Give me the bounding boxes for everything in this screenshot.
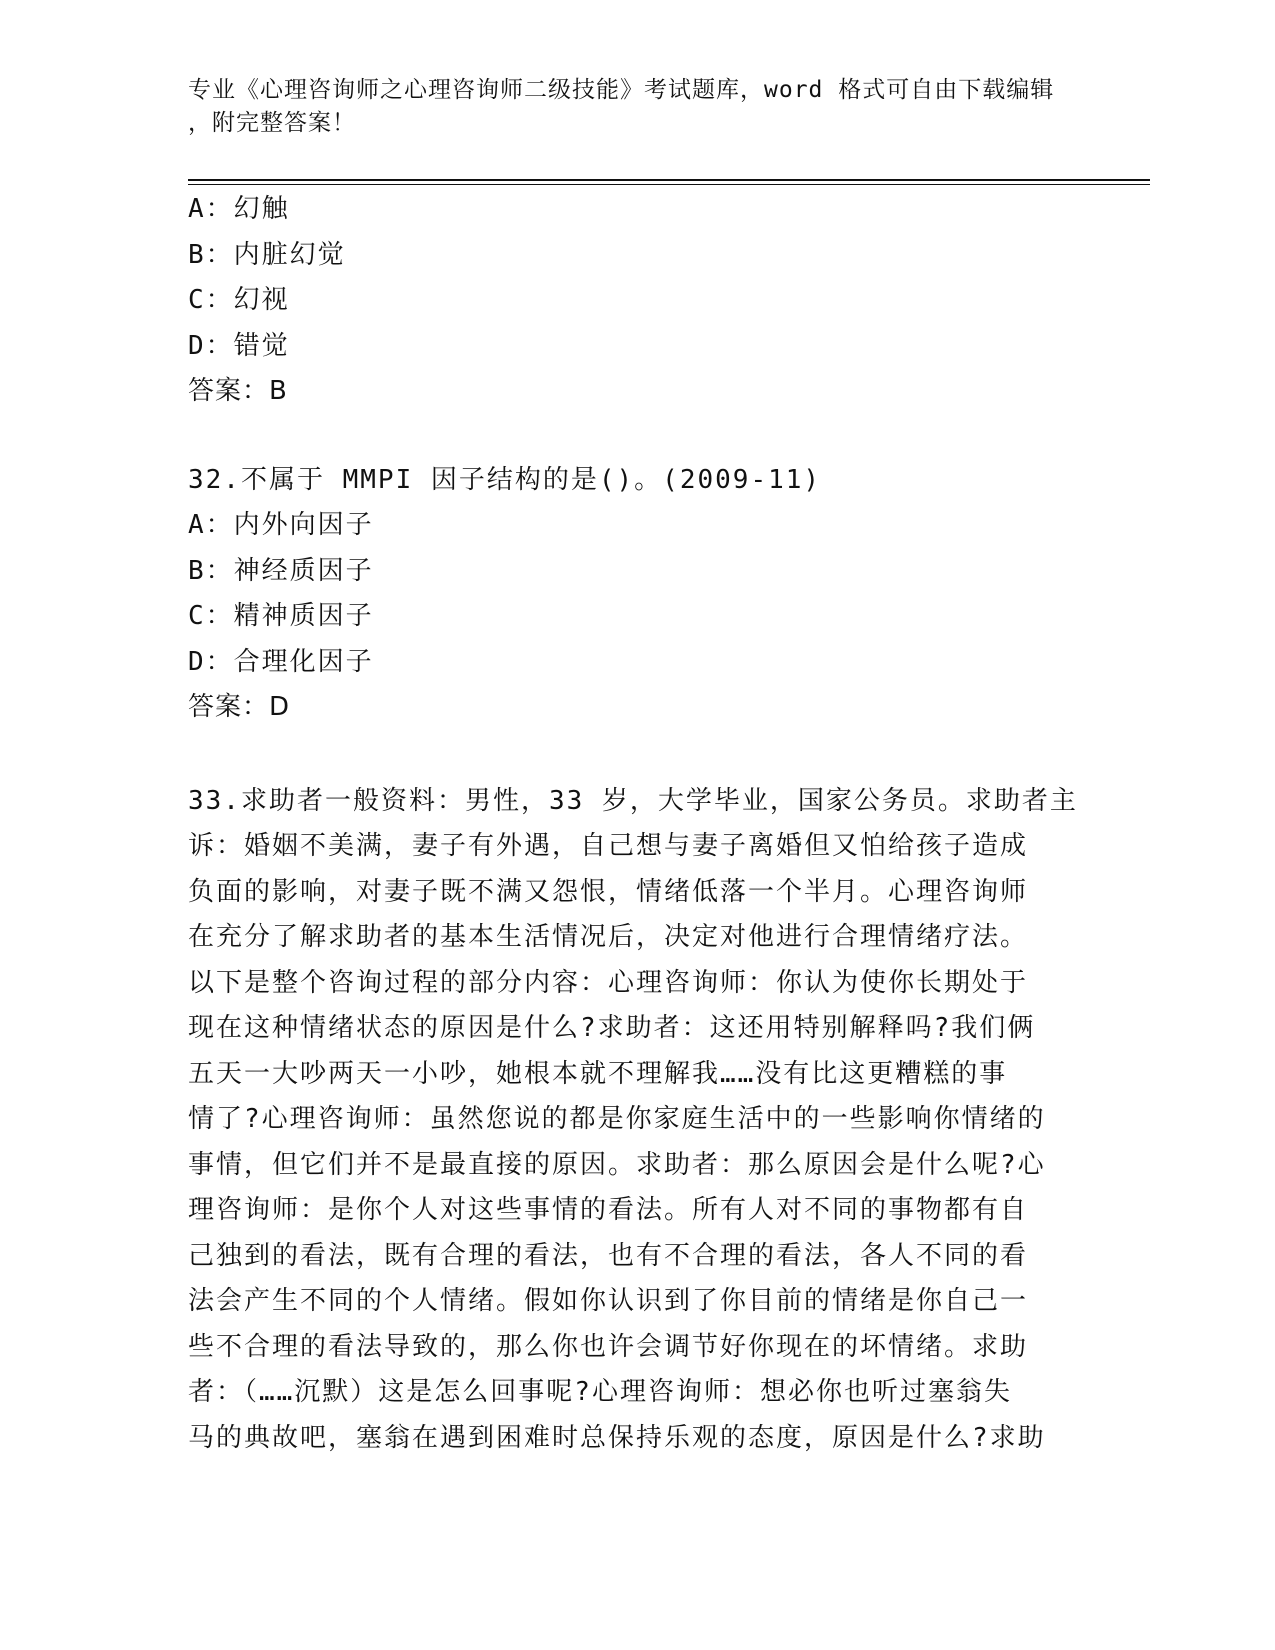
answer-line: 答案：B: [188, 376, 288, 406]
paragraph-line: 五天一大吵两天一小吵，她根本就不理解我……没有比这更糟糕的事: [188, 1058, 1008, 1089]
paragraph-line: 诉：婚姻不美满，妻子有外遇，自己想与妻子离婚但又怕给孩子造成: [188, 831, 1029, 861]
question-33: [188, 779, 1088, 1462]
paragraph-line: 事情，但它们并不是最直接的原因。求助者：那么原因会是什么呢?心: [188, 1149, 1046, 1180]
header-divider-thin: [188, 184, 1150, 185]
option-b: B：内脏幻觉: [188, 239, 346, 270]
paragraph-line: 马的典故吧，塞翁在遇到困难时总保持乐观的态度，原因是什么?求助: [188, 1422, 1046, 1453]
option-a: A：幻触: [188, 194, 290, 224]
paragraph-line: 法会产生不同的个人情绪。假如你认识到了你目前的情绪是你自己一: [188, 1286, 1029, 1316]
option-c: C：精神质因子: [188, 601, 374, 631]
header-line-2: ，附完整答案！: [188, 110, 356, 136]
option-c: C：幻视: [188, 285, 290, 315]
option-a: A：内外向因子: [188, 510, 374, 540]
paragraph-line: 情了?心理咨询师：虽然您说的都是你家庭生活中的一些影响你情绪的: [188, 1104, 1046, 1134]
header-divider-thick: [188, 179, 1150, 181]
page-header: [188, 74, 1088, 140]
option-d: D：合理化因子: [188, 646, 374, 677]
paragraph-line: 理咨询师：是你个人对这些事情的看法。所有人对不同的事物都有自: [188, 1195, 1029, 1225]
paragraph-line: 33.求助者一般资料：男性，33 岁，大学毕业，国家公务员。求助者主: [188, 785, 1078, 816]
question-spacer: [188, 415, 1088, 458]
header-line-1: 专业《心理咨询师之心理咨询师二级技能》考试题库，word 格式可自由下载编辑: [188, 77, 1055, 103]
answer-line: 答案：D: [188, 692, 291, 722]
paragraph-line: 些不合理的看法导致的，那么你也许会调节好你现在的坏情绪。求助: [188, 1331, 1029, 1362]
paragraph-line: 者：（……沉默）这是怎么回事呢?心理咨询师：想必你也听过塞翁失: [188, 1377, 1012, 1407]
question-31: [188, 187, 1088, 415]
option-d: D：错觉: [188, 330, 290, 361]
paragraph-line: 以下是整个咨询过程的部分内容：心理咨询师：你认为使你长期处于: [188, 967, 1029, 998]
paragraph-line: 己独到的看法，既有合理的看法，也有不合理的看法，各人不同的看: [188, 1240, 1029, 1271]
question-text: 32.不属于 MMPI 因子结构的是()。(2009-11): [188, 464, 822, 495]
question-list: [188, 187, 1088, 1461]
question-32: [188, 458, 1088, 731]
paragraph-line: 现在这种情绪状态的原因是什么?求助者：这还用特别解释吗?我们俩: [188, 1013, 1036, 1043]
question-spacer: [188, 731, 1088, 779]
option-b: B：神经质因子: [188, 555, 374, 586]
paragraph-line: 在充分了解求助者的基本生活情况后，决定对他进行合理情绪疗法。: [188, 922, 1029, 952]
paragraph-line: 负面的影响，对妻子既不满又怨恨，情绪低落一个半月。心理咨询师: [188, 876, 1029, 907]
